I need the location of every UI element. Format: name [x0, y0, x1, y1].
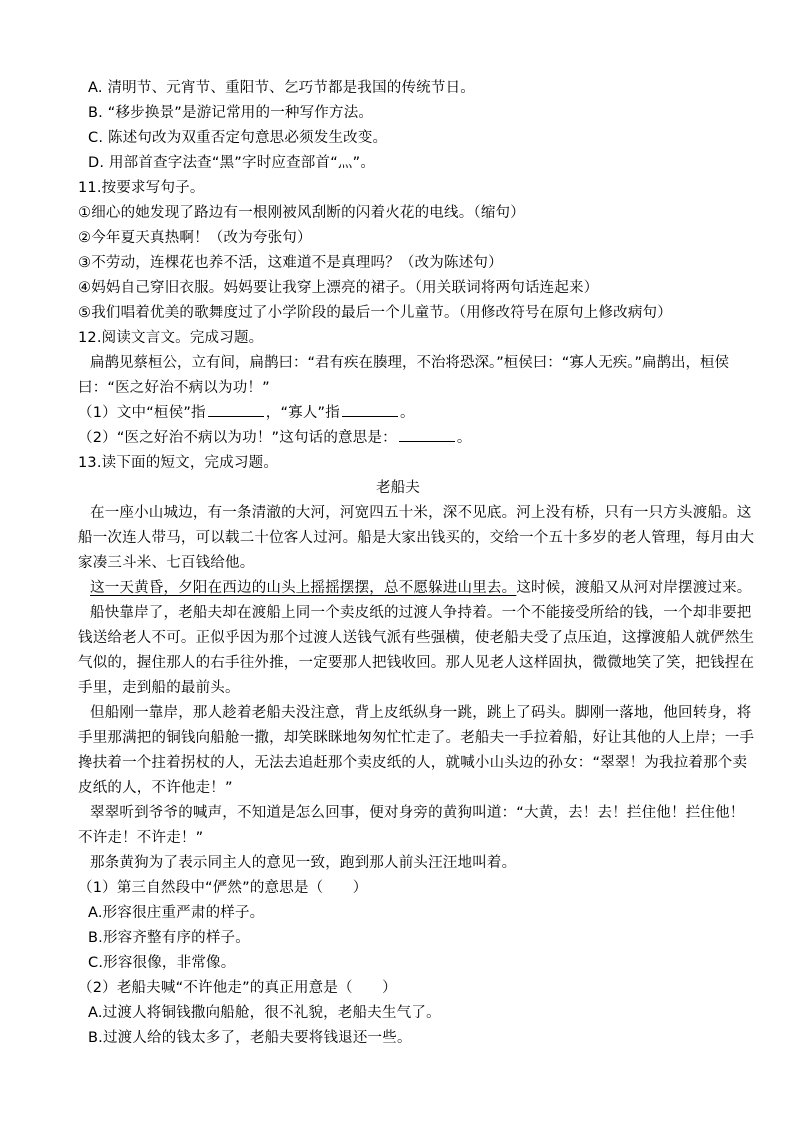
article-title: 老船夫	[376, 480, 421, 496]
q10-option-d: D. 用部首查字法查“黑”字时应查部首“灬”。	[88, 155, 376, 171]
paragraph-1-line-2: 船一次连人带马，可以载二十位客人过河。船是大家出钱买的，交给一个五十多岁的老人管理，每月由大	[78, 530, 755, 546]
q11-item-1: ①细心的她发现了路边有一根刚被风刮断的闪着火花的电线。（缩句）	[78, 205, 525, 221]
q12-sub1-text-b: ，“寡人”指	[265, 405, 340, 421]
q12-sub1-text-c: 。	[399, 405, 415, 421]
q12-sub2-text-b: 。	[456, 430, 472, 446]
paragraph-3-line-1: 船快靠岸了，老船夫却在渡船上同一个卖皮纸的过渡人争持着。一个不能接受所给的钱，一个却非要把	[90, 605, 752, 621]
paragraph-1-line-1: 在一座小山城边，有一条清澈的大河，河宽四五十米，深不见底。河上没有桥，只有一只方头渡船。这	[90, 505, 752, 521]
q11-item-5: ⑤我们唱着优美的歌舞度过了小学阶段的最后一个儿童节。（用修改符号在原句上修改病句）	[78, 305, 672, 321]
paragraph-6: 那条黄狗为了表示同主人的意见一致，跑到那人前头汪汪地叫着。	[90, 855, 517, 871]
q13-sub2-option-a[interactable]: A.过渡人将铜钱撒向船舱，很不礼貌，老船夫生气了。	[88, 1005, 441, 1021]
paragraph-3-line-2: 钱送给老人不可。正似乎因为那个过渡人送钱气派有些强横，使老船夫受了点压迫，这撑渡船人就俨然生	[78, 630, 755, 646]
q10-option-a: A. 清明节、元宵节、重阳节、乞巧节都是我国的传统节日。	[88, 80, 475, 96]
q12-sub2-text-a: （2）“医之好治不病以为功！”这句话的意思是：	[78, 430, 397, 446]
q13-sub1-stem: （1）第三自然段中“俨然”的意思是（ ）	[78, 880, 368, 896]
q13-sub1-option-c[interactable]: C.形容很像，非常像。	[88, 955, 236, 971]
q13-sub1-option-a[interactable]: A.形容很庄重严肃的样子。	[88, 905, 265, 921]
q13-title: 13.读下面的短文，完成习题。	[78, 455, 279, 471]
q13-sub1-option-b[interactable]: B.形容齐整有序的样子。	[88, 930, 250, 946]
paragraph-4-line-4: 皮纸的人，不许他走！”	[78, 780, 233, 796]
underlined-sentence: 这一天黄昏，夕阳在西边的山头上摇摇摆摆，总不愿躲进山里去。	[90, 580, 517, 596]
paragraph-2	[90, 577, 752, 599]
paragraph-3-line-4: 手里，走到船的最前头。	[78, 680, 240, 696]
q12-title: 12.阅读文言文。完成习题。	[78, 330, 264, 346]
paragraph-5-line-2: 不许走！不许走！”	[78, 830, 204, 846]
q10-option-b: B. “移步换景”是游记常用的一种写作方法。	[88, 105, 374, 121]
q11-item-4: ④妈妈自己穿旧衣服。妈妈要让我穿上漂亮的裙子。（用关联词将两句话连起来）	[78, 280, 599, 296]
q13-sub2-option-b[interactable]: B.过渡人给的钱太多了，老船夫要将钱退还一些。	[88, 1030, 412, 1046]
paragraph-2-rest: 这时候，渡船又从河对岸摆渡过来。	[516, 580, 752, 596]
q12-subquestion-2	[78, 427, 472, 449]
q10-option-c: C. 陈述句改为双重否定句意思必须发生改变。	[88, 130, 388, 146]
q11-title: 11.按要求写句子。	[78, 180, 205, 196]
q11-item-3: ③不劳动，连棵花也养不活，这难道不是真理吗？（改为陈述句）	[78, 255, 503, 271]
paragraph-5-line-1: 翠翠听到爷爷的喊声，不知道是怎么回事，便对身旁的黄狗叫道：“大黄，去！去！拦住他！拦住他！	[90, 805, 745, 821]
paragraph-4-line-1: 但船刚一靠岸，那人趁着老船夫没注意，背上皮纸纵身一跳，跳上了码头。脚刚一落地，他回转身，将	[90, 705, 752, 721]
paragraph-1-line-3: 家凑三斗米、七百钱给他。	[78, 555, 255, 571]
q12-subquestion-1	[78, 402, 415, 424]
q12-passage-line-2: 曰：“医之好治不病以为功！”	[78, 380, 270, 396]
answer-blank[interactable]	[208, 402, 264, 417]
q12-passage-line-1: 扁鹊见蔡桓公，立有间，扁鹊曰：“君有疾在腠理，不治将恐深。”桓侯曰：“寡人无疾。”扁鹊出，桓侯	[90, 355, 730, 371]
q12-sub1-text-a: （1）文中“桓侯”指	[78, 405, 206, 421]
paragraph-4-line-3: 搀扶着一个拄着拐杖的人，无法去追赶那个卖皮纸的人，就喊小山头边的孙女：“翠翠！为我拉着那个卖	[78, 755, 748, 771]
q11-item-2: ②今年夏天真热啊！（改为夸张句）	[78, 230, 312, 246]
answer-blank[interactable]	[342, 402, 398, 417]
answer-blank[interactable]	[399, 427, 455, 442]
q13-sub2-stem: （2）老船夫喊“不许他走”的真正用意是（ ）	[78, 980, 397, 996]
paragraph-3-line-3: 气似的，握住那人的右手往外推，一定要那人把钱收回。那人见老人这样固执，微微地笑了笑，把钱捏在	[78, 655, 755, 671]
paragraph-4-line-2: 手里那满把的铜钱向船舱一撒，却笑眯眯地匆匆忙忙走了。老船夫一手拉着船，好让其他的人上岸；一手	[78, 730, 755, 746]
